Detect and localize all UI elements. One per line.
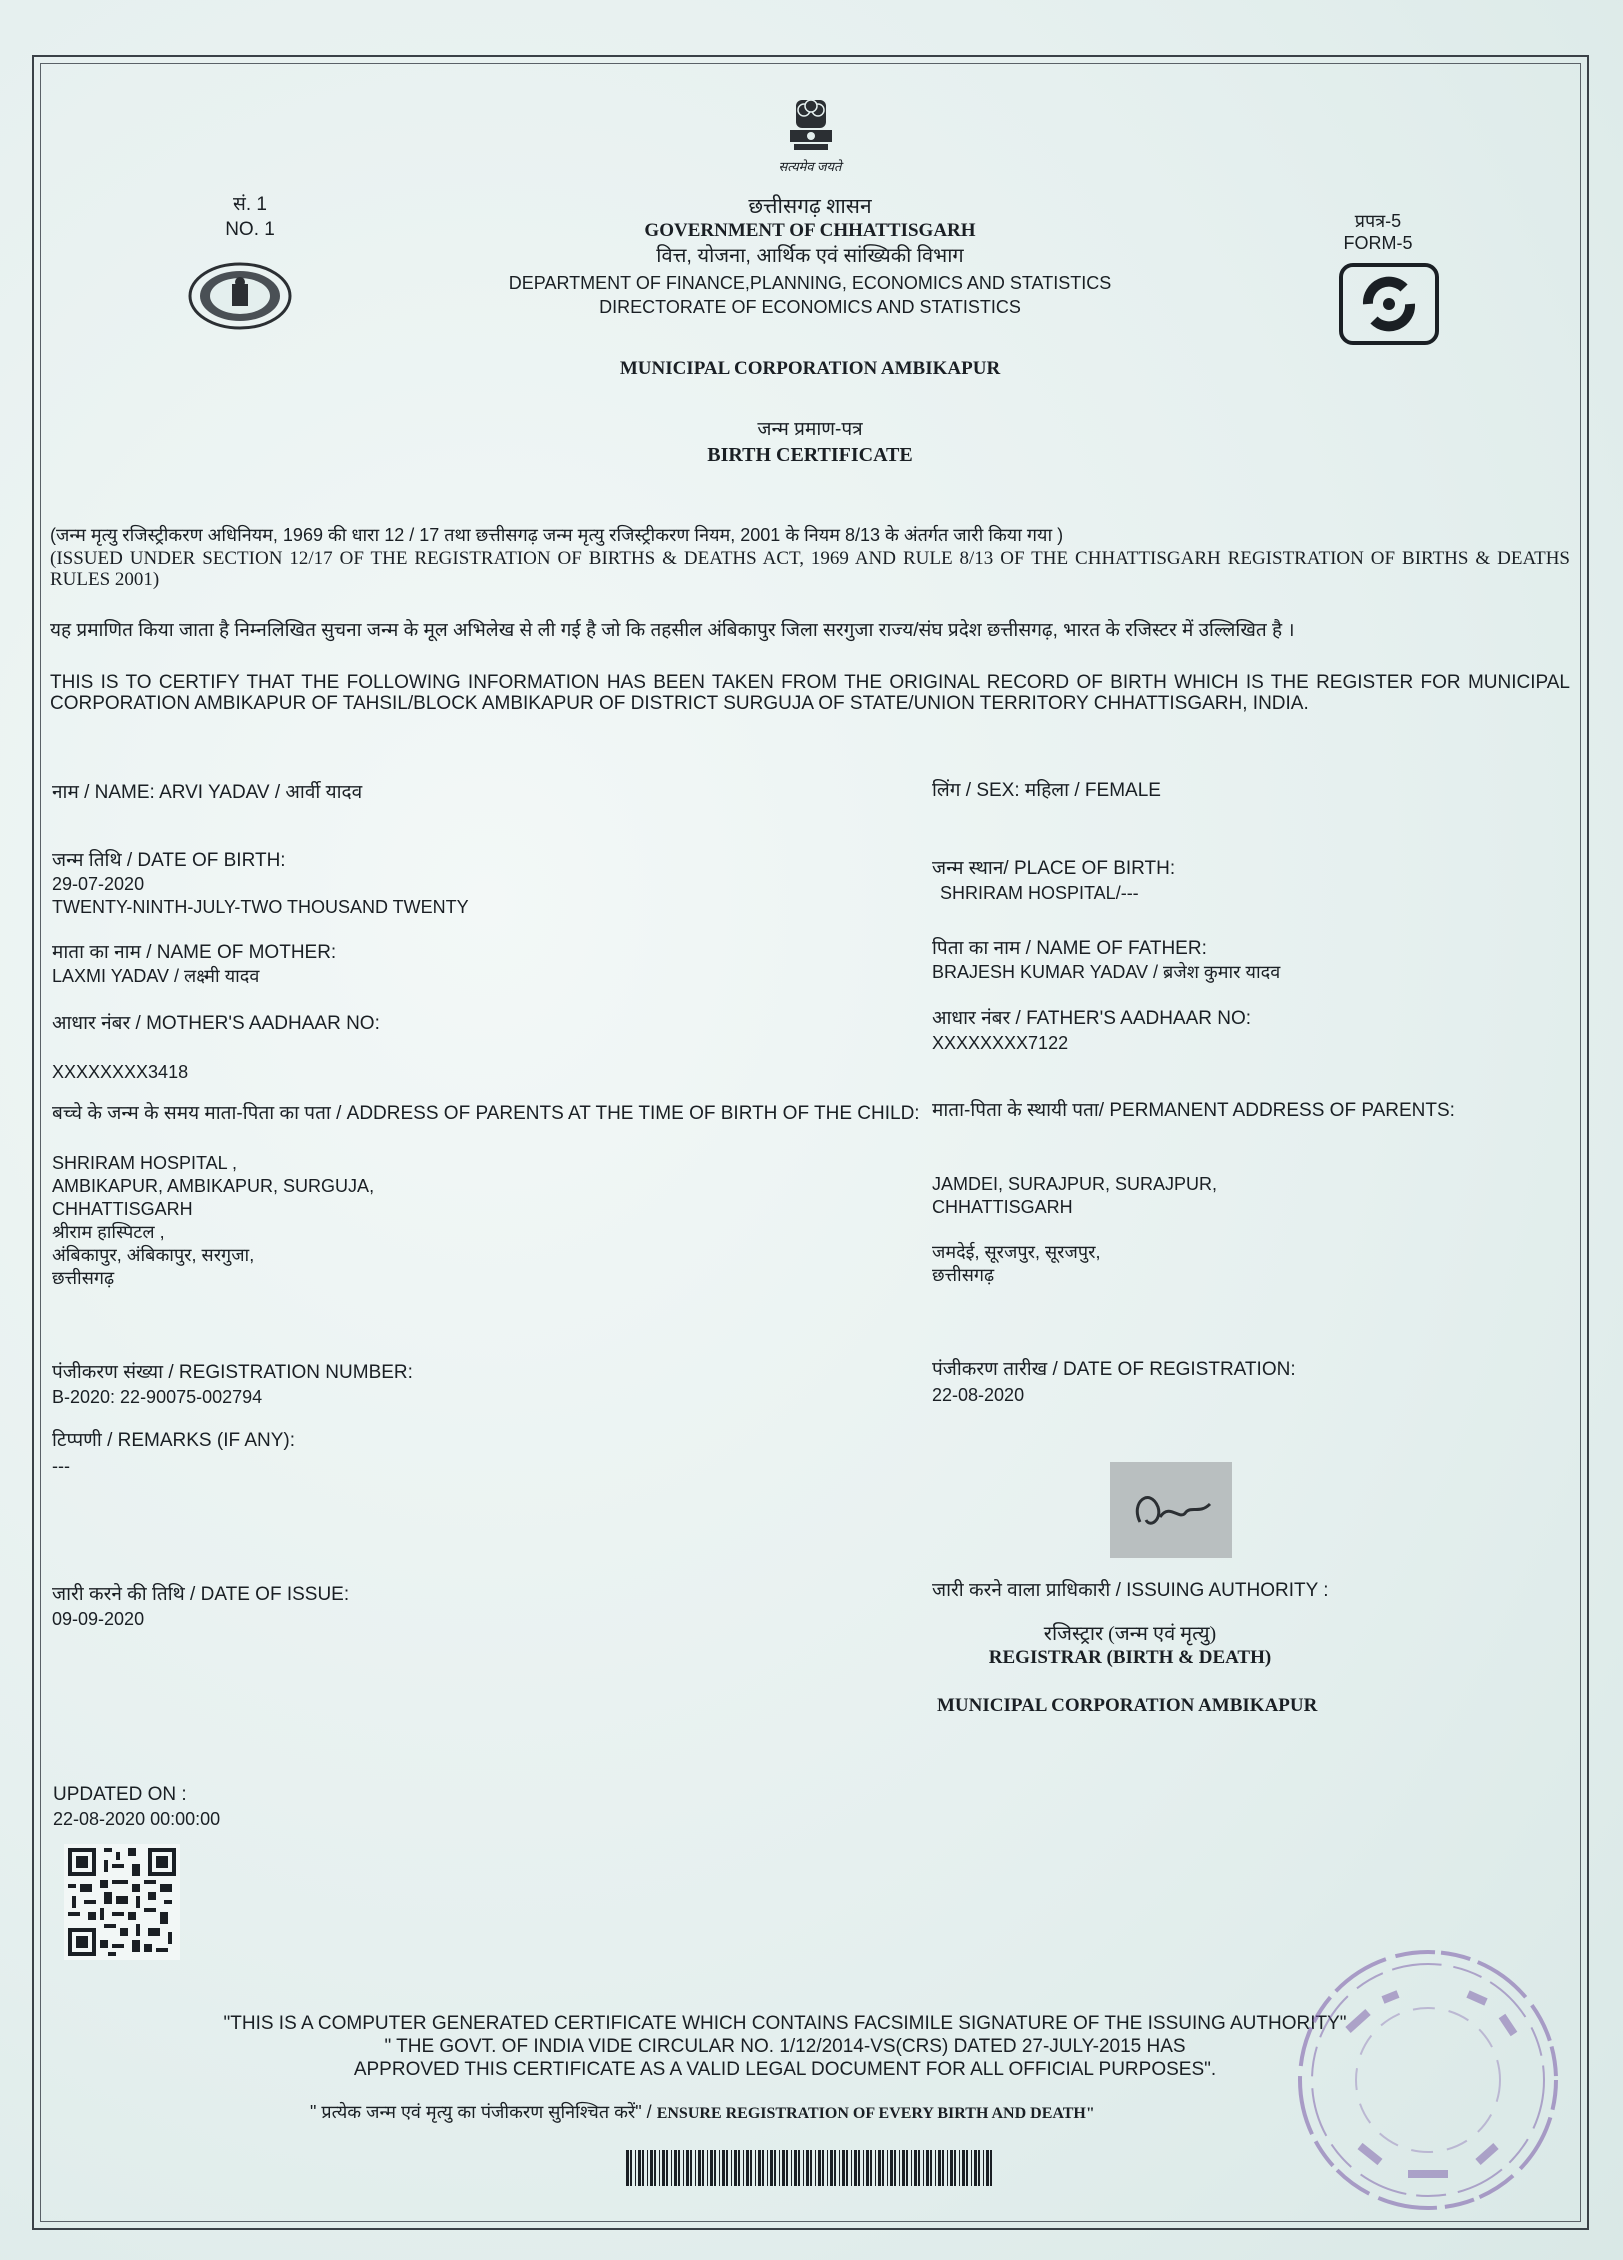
barcode-bar — [959, 2150, 960, 2186]
barcode-bar — [686, 2150, 689, 2186]
barcode-bar — [791, 2150, 792, 2186]
footer-ensure-english: ENSURE REGISTRATION OF EVERY BIRTH AND DEATH" — [656, 2105, 1095, 2122]
barcode-bar — [798, 2150, 800, 2186]
barcode-bar — [887, 2150, 888, 2186]
barcode-bar — [671, 2150, 672, 2186]
barcode-bar — [858, 2150, 860, 2186]
barcode-bar — [978, 2150, 980, 2186]
mother-aadhaar-value: XXXXXXXX3418 — [52, 1062, 189, 1082]
barcode-bar — [647, 2150, 648, 2186]
round-seal-stamp-icon — [1288, 1940, 1568, 2220]
barcode-bar — [662, 2150, 665, 2186]
issuing-authority-label: जारी करने वाला प्राधिकारी / ISSUING AUTHORITY : — [932, 1580, 1329, 1601]
dob-value: 29-07-2020 — [52, 874, 145, 894]
barcode-bar — [926, 2150, 929, 2186]
barcode-bar — [722, 2150, 725, 2186]
crs-logo-icon — [1338, 262, 1440, 346]
mother-aadhaar-label: आधार नंबर / MOTHER'S AADHAAR NO: — [52, 1013, 380, 1034]
father-name-value: BRAJESH KUMAR YADAV / ब्रजेश कुमार यादव — [932, 962, 1281, 982]
barcode-bar — [758, 2150, 761, 2186]
barcode-bar — [906, 2150, 908, 2186]
emblem-motto: सत्यमेव जयते — [778, 159, 842, 174]
cert-title-english: BIRTH CERTIFICATE — [707, 444, 913, 466]
barcode-bar — [974, 2150, 977, 2186]
facsimile-signature — [1110, 1462, 1232, 1558]
barcode-bar — [762, 2150, 764, 2186]
barcode-bar — [854, 2150, 857, 2186]
barcode-bar — [806, 2150, 809, 2186]
barcode-bar — [954, 2150, 956, 2186]
barcode-bar — [983, 2150, 984, 2186]
dob-label: जन्म तिथि / DATE OF BIRTH: — [52, 850, 286, 871]
barcode-bar — [642, 2150, 644, 2186]
barcode-bar — [710, 2150, 713, 2186]
updated-on-value: 22-08-2020 00:00:00 — [53, 1809, 221, 1829]
permanent-address-hindi2: छत्तीसगढ़ — [932, 1265, 995, 1285]
barcode-bar — [719, 2150, 720, 2186]
barcode-icon — [626, 2150, 996, 2186]
barcode-bar — [698, 2150, 701, 2186]
barcode-bar — [863, 2150, 864, 2186]
barcode-bar — [822, 2150, 824, 2186]
qr-code — [64, 1844, 180, 1960]
barcode-bar — [750, 2150, 752, 2186]
father-aadhaar-label: आधार नंबर / FATHER'S AADHAAR NO: — [932, 1008, 1252, 1029]
barcode-bar — [827, 2150, 828, 2186]
barcode-bar — [899, 2150, 900, 2186]
father-aadhaar-value: XXXXXXXX7122 — [932, 1033, 1069, 1053]
state-seal — [188, 262, 292, 330]
barcode — [626, 2150, 996, 2186]
barcode-bar — [810, 2150, 812, 2186]
address-at-birth-hindi1: श्रीराम हास्पिटल , — [52, 1222, 165, 1242]
barcode-bar — [870, 2150, 872, 2186]
footer-line1: "THIS IS A COMPUTER GENERATED CERTIFICATE WHICH CONTAINS FACSIMILE SIGNATURE OF THE ISSUING AUTHORITY" — [223, 2013, 1347, 2034]
barcode-bar — [930, 2150, 932, 2186]
barcode-bar — [738, 2150, 740, 2186]
official-stamp — [1288, 1940, 1568, 2220]
barcode-bar — [942, 2150, 944, 2186]
barcode-bar — [678, 2150, 680, 2186]
barcode-bar — [702, 2150, 704, 2186]
barcode-bar — [846, 2150, 848, 2186]
barcode-bar — [674, 2150, 677, 2186]
address-at-birth-hindi2: अंबिकापुर, अंबिकापुर, सरगुजा, — [52, 1245, 255, 1265]
barcode-bar — [794, 2150, 797, 2186]
barcode-bar — [866, 2150, 869, 2186]
barcode-bar — [695, 2150, 696, 2186]
footer-ensure-hindi: " प्रत्येक जन्म एवं मृत्यु का पंजीकरण सुनिश्चित करें" / — [310, 2102, 652, 2122]
barcode-bar — [714, 2150, 716, 2186]
barcode-bar — [786, 2150, 788, 2186]
barcode-bar — [731, 2150, 732, 2186]
permanent-address-hindi1: जमदेई, सूरजपुर, सूरजपुर, — [932, 1242, 1101, 1262]
barcode-bar — [683, 2150, 684, 2186]
barcode-bar — [966, 2150, 968, 2186]
address-at-birth-line2: AMBIKAPUR, AMBIKAPUR, SURGUJA, — [52, 1176, 375, 1196]
child-name: नाम / NAME: ARVI YADAV / आर्वी यादव — [52, 782, 363, 803]
barcode-bar — [938, 2150, 941, 2186]
issued-under-hindi: (जन्म मृत्यु रजिस्ट्रीकरण अधिनियम, 1969 की धारा 12 / 17 तथा छत्तीसगढ़ जन्म मृत्यु रजिस्ट्रीकरण नियम, 2001 के नियम 8/13 के अंतर्गत जारी किया गया ) — [50, 525, 1064, 545]
barcode-bar — [986, 2150, 989, 2186]
barcode-bar — [878, 2150, 881, 2186]
barcode-bar — [818, 2150, 821, 2186]
qr-code-icon — [64, 1844, 180, 1960]
address-at-birth-line1: SHRIRAM HOSPITAL , — [52, 1153, 238, 1173]
barcode-bar — [726, 2150, 728, 2186]
barcode-bar — [767, 2150, 768, 2186]
serial-no-hindi: सं. 1 — [233, 194, 267, 215]
barcode-bar — [947, 2150, 948, 2186]
certify-english: THIS IS TO CERTIFY THAT THE FOLLOWING INFORMATION HAS BEEN TAKEN FROM THE ORIGINAL RECORD OF BIRTH WHICH IS THE REGISTER FOR MUNICIPAL CORPORATION AMBIKAPUR OF TAHSIL/BLOCK AMBIKAPUR OF DISTRICT SURGUJA OF STATE/UNION TERRITORY CHHATTISGARH, INDIA. — [50, 672, 1570, 714]
updated-on-label: UPDATED ON : — [53, 1784, 187, 1805]
barcode-bar — [770, 2150, 773, 2186]
barcode-bar — [659, 2150, 660, 2186]
barcode-bar — [851, 2150, 852, 2186]
remarks-label: टिप्पणी / REMARKS (IF ANY): — [52, 1430, 295, 1451]
date-of-issue-value: 09-09-2020 — [52, 1609, 145, 1629]
inner-border — [40, 63, 1581, 2222]
barcode-bar — [815, 2150, 816, 2186]
date-of-registration-label: पंजीकरण तारीख / DATE OF REGISTRATION: — [932, 1359, 1296, 1380]
barcode-bar — [746, 2150, 749, 2186]
sex: लिंग / SEX: महिला / FEMALE — [932, 780, 1161, 801]
barcode-bar — [914, 2150, 917, 2186]
permanent-address-line1: JAMDEI, SURAJPUR, SURAJPUR, — [932, 1174, 1218, 1194]
barcode-bar — [707, 2150, 708, 2186]
barcode-bar — [923, 2150, 924, 2186]
dept-hindi: वित्त, योजना, आर्थिक एवं सांख्यिकी विभाग — [656, 245, 964, 267]
remarks-value: --- — [52, 1456, 70, 1476]
barcode-bar — [962, 2150, 965, 2186]
barcode-bar — [935, 2150, 936, 2186]
barcode-bar — [635, 2150, 636, 2186]
barcode-bar — [690, 2150, 692, 2186]
barcode-bar — [803, 2150, 804, 2186]
barcode-bar — [890, 2150, 893, 2186]
crs-logo — [1338, 262, 1440, 346]
date-of-issue-label: जारी करने की तिथि / DATE OF ISSUE: — [52, 1584, 350, 1605]
barcode-bar — [911, 2150, 912, 2186]
date-of-registration-value: 22-08-2020 — [932, 1385, 1025, 1405]
govt-english: GOVERNMENT OF CHHATTISGARH — [644, 220, 976, 241]
registrar-english: REGISTRAR (BIRTH & DEATH) — [988, 1647, 1272, 1668]
barcode-bar — [630, 2150, 632, 2186]
barcode-bar — [755, 2150, 756, 2186]
barcode-bar — [875, 2150, 876, 2186]
footer-line3: APPROVED THIS CERTIFICATE AS A VALID LEGAL DOCUMENT FOR ALL OFFICIAL PURPOSES". — [353, 2059, 1217, 2080]
barcode-bar — [638, 2150, 641, 2186]
address-at-birth-hindi3: छत्तीसगढ़ — [52, 1268, 115, 1288]
address-at-birth-label: बच्चे के जन्म के समय माता-पिता का पता / ADDRESS OF PARENTS AT THE TIME OF BIRTH OF THE CHILD: — [52, 1103, 920, 1124]
registration-number-value: B-2020: 22-90075-002794 — [52, 1387, 263, 1407]
barcode-bar — [779, 2150, 780, 2186]
govt-hindi: छत्तीसगढ़ शासन — [748, 194, 872, 218]
barcode-bar — [743, 2150, 744, 2186]
barcode-bar — [839, 2150, 840, 2186]
registrar-hindi: रजिस्ट्रार (जन्म एवं मृत्यु) — [1043, 1623, 1217, 1645]
barcode-bar — [626, 2150, 629, 2186]
footer-line2: " THE GOVT. OF INDIA VIDE CIRCULAR NO. 1/12/2014-VS(CRS) DATED 27-JULY-2015 HAS — [384, 2036, 1186, 2057]
address-at-birth-line3: CHHATTISGARH — [52, 1199, 193, 1219]
registration-number-label: पंजीकरण संख्या / REGISTRATION NUMBER: — [52, 1362, 413, 1383]
barcode-bar — [782, 2150, 785, 2186]
barcode-bar — [918, 2150, 920, 2186]
form-no-english: FORM-5 — [1343, 233, 1413, 253]
barcode-bar — [830, 2150, 833, 2186]
directorate: DIRECTORATE OF ECONOMICS AND STATISTICS — [599, 297, 1021, 317]
certify-hindi: यह प्रमाणित किया जाता है निम्नलिखित सुचना जन्म के मूल अभिलेख से ली गई है जो कि तहसील अंबिकापुर जिला सरगुजा राज्य/संघ प्रदेश छत्तीसगढ़, भारत के रजिस्टर में उल्लिखित है । — [50, 620, 1295, 641]
form-no-hindi: प्रपत्र-5 — [1354, 211, 1402, 231]
barcode-bar — [894, 2150, 896, 2186]
barcode-bar — [734, 2150, 737, 2186]
mother-name-label: माता का नाम / NAME OF MOTHER: — [52, 942, 337, 963]
authority-office: MUNICIPAL CORPORATION AMBIKAPUR — [937, 1695, 1318, 1716]
cert-title-hindi: जन्म प्रमाण-पत्र — [757, 419, 863, 440]
permanent-address-label: माता-पिता के स्थायी पता/ PERMANENT ADDRESS OF PARENTS: — [932, 1100, 1455, 1121]
dob-words: TWENTY-NINTH-JULY-TWO THOUSAND TWENTY — [52, 897, 469, 917]
municipal-title: MUNICIPAL CORPORATION AMBIKAPUR — [619, 358, 1001, 379]
serial-no-english: NO. 1 — [225, 219, 275, 240]
place-of-birth-value: SHRIRAM HOSPITAL/--- — [940, 883, 1139, 903]
place-of-birth-label: जन्म स्थान/ PLACE OF BIRTH: — [932, 858, 1176, 879]
permanent-address-line2: CHHATTISGARH — [932, 1197, 1073, 1217]
mother-name-value: LAXMI YADAV / लक्ष्मी यादव — [52, 966, 260, 986]
signature-scribble — [1110, 1462, 1232, 1558]
barcode-bar — [666, 2150, 668, 2186]
barcode-bar — [774, 2150, 776, 2186]
barcode-bar — [650, 2150, 653, 2186]
barcode-bar — [990, 2150, 992, 2186]
barcode-bar — [902, 2150, 905, 2186]
state-seal-icon — [188, 262, 292, 330]
barcode-bar — [654, 2150, 656, 2186]
issued-under-english: (ISSUED UNDER SECTION 12/17 OF THE REGISTRATION OF BIRTHS & DEATHS ACT, 1969 AND RULE 8/13 OF THE CHHATTISGARH REGISTRATION OF BIRTHS & DEATHS RULES 2001) — [50, 548, 1570, 590]
barcode-bar — [950, 2150, 953, 2186]
footer-line4 — [310, 2100, 1330, 2126]
barcode-bar — [842, 2150, 845, 2186]
barcode-bar — [834, 2150, 836, 2186]
barcode-bar — [971, 2150, 972, 2186]
father-name-label: पिता का नाम / NAME OF FATHER: — [932, 938, 1207, 959]
barcode-bar — [882, 2150, 884, 2186]
dept-english: DEPARTMENT OF FINANCE,PLANNING, ECONOMICS AND STATISTICS — [508, 273, 1112, 293]
